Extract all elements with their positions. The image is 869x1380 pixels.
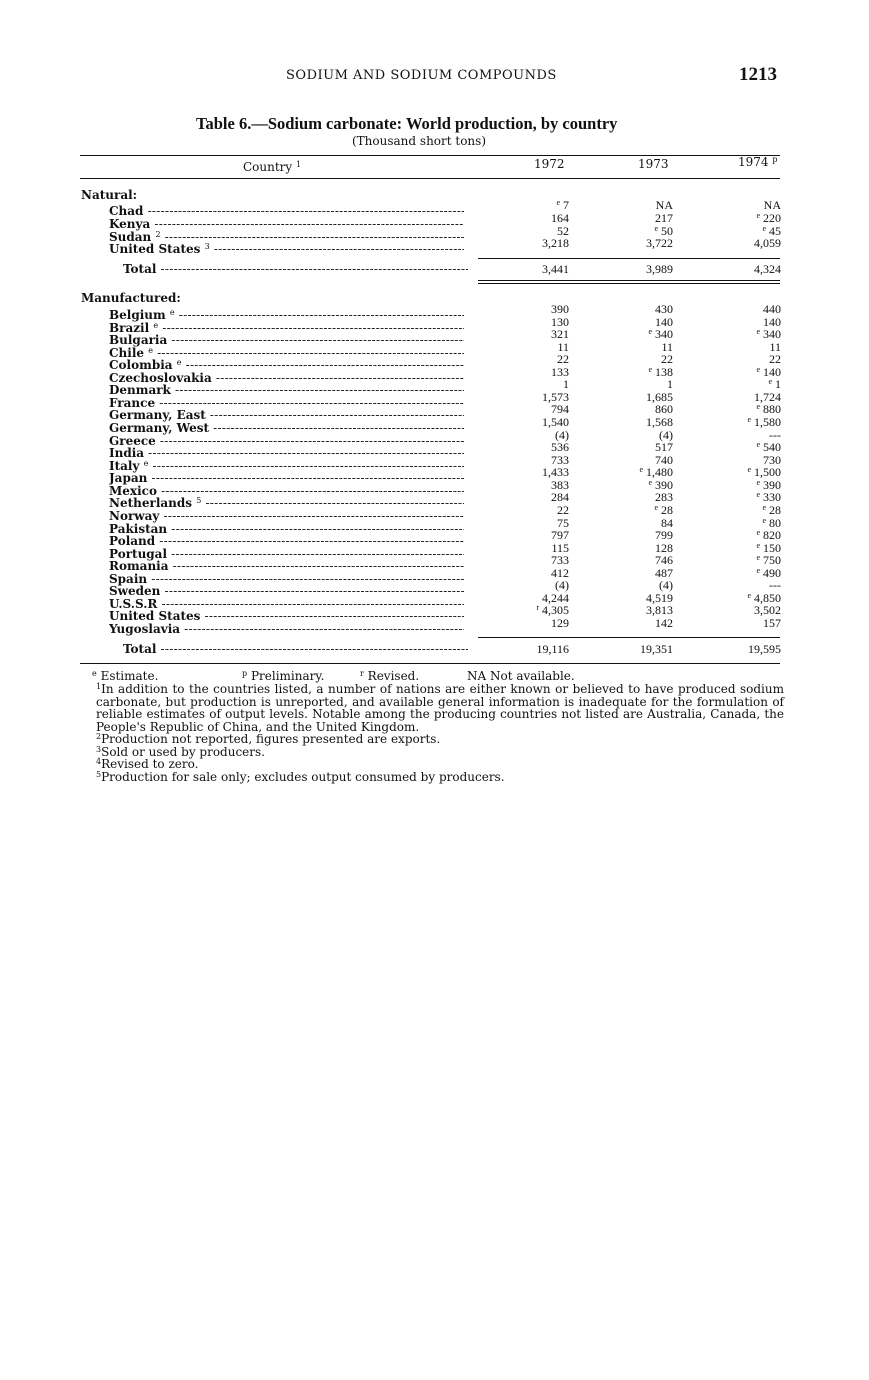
section-manufactured: Manufactured: <box>81 291 181 305</box>
value-1974-value: 750 <box>763 553 781 568</box>
table-title: Table 6.—Sodium carbonate: World production, by country <box>196 114 618 133</box>
value-1972-value: 1 <box>563 377 569 392</box>
value-1974-mark: e <box>762 515 766 525</box>
value-1973-value: 22 <box>661 352 673 367</box>
country-name-text: Yugoslavia <box>109 623 181 636</box>
column-header-1972: 1972 <box>534 157 565 171</box>
value-1974-value: 220 <box>763 210 781 225</box>
legend-preliminary <box>242 670 324 683</box>
country-footnote-mark: e <box>148 346 153 355</box>
value-1972-value: 390 <box>551 302 569 316</box>
footnote-mark: 5 <box>96 769 102 779</box>
value-1972-value: (4) <box>555 427 569 442</box>
country-name-text: United States <box>109 610 201 624</box>
value-1973-mark: e <box>654 223 658 233</box>
value-1972-value: 164 <box>551 210 569 225</box>
legend-estimate-text: Estimate. <box>100 669 159 683</box>
value-1972-mark: e <box>556 198 560 207</box>
value-1974-mark: e <box>756 490 760 500</box>
value-1973-value: 3,813 <box>646 603 673 618</box>
value-1972-value: 129 <box>551 616 569 630</box>
country-name-text: Chile <box>109 346 145 360</box>
country-name-text: Chad <box>109 205 144 218</box>
country-name-text: Bulgaria <box>109 334 168 348</box>
value-1972-value: 130 <box>551 314 569 329</box>
table-row <box>0 415 869 436</box>
footnote-list <box>84 683 784 783</box>
value-1972-value: 1,540 <box>542 415 569 430</box>
value-1973-value: 50 <box>661 223 673 238</box>
country-name-text: Norway <box>109 509 160 523</box>
value-1973-value: 217 <box>655 210 673 225</box>
value-1973-value: 138 <box>655 364 673 379</box>
value-1973-value: 140 <box>655 314 673 329</box>
value-1972-value: 4,305 <box>542 603 569 618</box>
value-1974-mark: e <box>756 540 760 550</box>
value-1973-value: 340 <box>655 327 673 342</box>
value-1973-value: 799 <box>655 528 673 543</box>
total-row <box>0 263 869 276</box>
value-1972-value: 22 <box>557 502 569 517</box>
value-1973-value: 1,685 <box>646 389 673 404</box>
value-1974-value: 340 <box>763 327 781 342</box>
value-1973-mark: e <box>648 477 652 487</box>
country-footnote-mark: 3 <box>204 243 210 252</box>
value-1974-value: 45 <box>769 223 781 238</box>
value-1974-value: 730 <box>763 452 781 467</box>
value-1974-mark: e <box>756 477 760 487</box>
country-footnote-mark: e <box>176 359 182 368</box>
value-1974-value: NA <box>763 198 781 212</box>
country-name-text: Pakistan <box>109 522 168 536</box>
column-header-country <box>243 160 301 174</box>
value-1974-mark: e <box>756 528 760 538</box>
value-1973-mark: e <box>654 502 658 512</box>
value-1973-value: 84 <box>661 515 673 530</box>
value-1973-value: 11 <box>661 339 673 354</box>
value-1974-mark: e <box>762 223 766 233</box>
value-1974-value: --- <box>769 427 781 442</box>
value-1974-value: --- <box>769 578 781 593</box>
value-1974-value: 1,500 <box>754 465 781 480</box>
value-1974-value: 1,580 <box>754 415 781 430</box>
total-label-text: Total <box>123 643 157 656</box>
column-header-1973: 1973 <box>638 157 669 171</box>
value-1974-mark: e <box>756 327 760 337</box>
footnotes <box>84 670 784 783</box>
column-header-country-label: Country <box>243 160 293 174</box>
country-name-text: Belgium <box>109 309 166 322</box>
footnote-text: Revised to zero. <box>101 757 199 771</box>
value-1974-mark: e <box>747 465 751 475</box>
value-1974-value: 820 <box>763 528 781 543</box>
value-1973-value: 860 <box>655 402 673 417</box>
country-footnote-mark: e <box>153 321 159 330</box>
value-1973-value: 142 <box>655 616 673 630</box>
value-1974-mark: e <box>768 377 772 387</box>
footnote-mark: 1 <box>96 682 102 691</box>
value-1972-value: 1,573 <box>542 389 569 404</box>
value-1974-value: 540 <box>763 440 781 455</box>
value-1972-value: (4) <box>555 578 569 593</box>
country-name <box>109 243 464 256</box>
footnote-mark: 3 <box>96 744 102 754</box>
value-1974-value: 80 <box>769 515 781 530</box>
value-1974-mark: e <box>756 364 760 374</box>
country-name-text: Spain <box>109 572 148 586</box>
page-number: 1213 <box>739 64 777 85</box>
value-1972-value: 284 <box>551 490 569 505</box>
value-1974-value: 4,059 <box>754 236 781 251</box>
value-1972-value: 797 <box>551 528 569 543</box>
total-label-text: Total <box>123 263 157 276</box>
footnote-5 <box>84 771 784 784</box>
footnote-mark: 4 <box>96 757 102 766</box>
value-1974-mark: e <box>756 553 760 563</box>
value-1973-value: 28 <box>661 502 673 517</box>
value-1972-value: 4,244 <box>542 590 569 605</box>
country-name-text: Italy <box>109 459 140 473</box>
footnote-text: Production for sale only; excludes output consumed by producers. <box>101 769 505 784</box>
country-footnote-mark: e <box>169 309 175 317</box>
column-header-1974 <box>738 155 778 169</box>
value-1973-value: 390 <box>655 477 673 492</box>
country-name-text: France <box>109 396 156 410</box>
value-1973-value: 487 <box>655 565 673 580</box>
country-name-text: India <box>109 447 145 461</box>
value-1974 <box>754 237 781 250</box>
country-name-text: Sweden <box>109 585 161 599</box>
value-1972 <box>542 237 569 250</box>
footnote-legend <box>92 670 784 683</box>
value-1972-value: 321 <box>551 327 569 342</box>
country-name <box>109 623 464 636</box>
value-1973-value: 3,722 <box>646 236 673 251</box>
value-1972-value: 52 <box>557 223 569 238</box>
table-row <box>0 236 869 257</box>
total-1973-value: 3,989 <box>646 262 673 276</box>
section-natural: Natural: <box>81 188 138 202</box>
legend-estimate-mark: e <box>92 669 97 678</box>
value-1974-value: 157 <box>763 616 781 630</box>
value-1974-value: 140 <box>763 314 781 329</box>
value-1974-value: 150 <box>763 540 781 555</box>
value-1974-mark: e <box>756 210 760 220</box>
value-1973-value: 128 <box>655 540 673 555</box>
value-1972-mark: r <box>536 603 539 613</box>
total-1974-value: 4,324 <box>754 262 781 276</box>
value-1974-value: 4,850 <box>754 590 781 605</box>
value-1973-mark: e <box>639 465 643 475</box>
total-1974 <box>754 263 781 276</box>
value-1972-value: 133 <box>551 364 569 379</box>
total-1972 <box>542 263 569 276</box>
value-1974-value: 28 <box>769 502 781 517</box>
total-1973 <box>640 643 673 656</box>
value-1974-value: 22 <box>769 352 781 367</box>
value-1973-value: 746 <box>655 553 673 568</box>
country-name-text: Romania <box>109 560 169 574</box>
value-1972-value: 75 <box>557 515 569 530</box>
value-1972-value: 115 <box>551 540 569 555</box>
value-1974-mark: e <box>756 440 760 450</box>
value-1972 <box>551 617 569 630</box>
country-name-text: Colombia <box>109 359 173 373</box>
natural-subtotal-rule <box>478 258 780 259</box>
value-1972-value: 733 <box>551 452 569 467</box>
value-1973-value: NA <box>655 198 673 212</box>
value-1972-value: 7 <box>563 198 569 212</box>
value-1974-value: 880 <box>763 402 781 417</box>
total-row <box>0 643 869 656</box>
country-name-text: United States <box>109 243 201 257</box>
value-1974-mark: e <box>756 565 760 575</box>
value-1972-value: 3,218 <box>542 236 569 251</box>
legend-preliminary-mark: p <box>242 669 248 678</box>
value-1974 <box>763 617 781 630</box>
value-1973-value: (4) <box>659 427 673 442</box>
country-name-text: Kenya <box>109 217 151 231</box>
value-1973-mark: e <box>648 327 652 337</box>
total-1974 <box>748 643 781 656</box>
value-1973-value: 1,480 <box>646 465 673 480</box>
column-header-1974-label: 1974 <box>738 155 769 169</box>
running-head: SODIUM AND SODIUM COMPOUNDS <box>286 68 557 83</box>
table-row <box>0 565 869 586</box>
country-name-text: Brazil <box>109 321 150 335</box>
value-1972-value: 11 <box>557 339 569 354</box>
legend-revised-mark: r <box>360 669 364 678</box>
value-1972-value: 22 <box>557 352 569 367</box>
country-footnote-mark: 2 <box>155 230 161 239</box>
total-label <box>123 263 468 276</box>
value-1972-value: 383 <box>551 477 569 492</box>
country-name-text: Sudan <box>109 230 152 244</box>
country-name-text: Germany, West <box>109 422 210 436</box>
value-1974-value: 3,502 <box>754 603 781 618</box>
value-1974-value: 140 <box>763 364 781 379</box>
value-1973-value: 283 <box>655 490 673 505</box>
legend-not-available: NA Not available. <box>467 669 575 683</box>
country-name-text: Denmark <box>109 384 171 398</box>
legend-preliminary-text: Preliminary. <box>250 669 325 683</box>
table-subtitle: (Thousand short tons) <box>352 134 487 148</box>
value-1974-mark: e <box>762 502 766 512</box>
value-1972-value: 412 <box>551 565 569 580</box>
total-label <box>123 643 468 656</box>
footnote-mark: 2 <box>96 732 102 741</box>
country-name-text: Japan <box>109 472 148 486</box>
legend-estimate <box>92 670 158 683</box>
value-1973-value: 4,519 <box>646 590 673 605</box>
country-footnote-mark: e <box>143 459 149 468</box>
manufactured-subtotal-rule <box>478 637 780 638</box>
value-1973 <box>646 237 673 250</box>
footnote-text: Sold or used by producers. <box>101 744 265 759</box>
country-name-text: Poland <box>109 535 156 549</box>
value-1973-value: 740 <box>655 452 673 467</box>
value-1973-mark: e <box>648 364 652 374</box>
value-1973-value: 1,568 <box>646 415 673 430</box>
table-row <box>0 616 869 636</box>
country-name-text: Netherlands <box>109 497 193 511</box>
table-bottom-rule <box>80 663 780 664</box>
total-1973 <box>646 263 673 276</box>
country-name-text: Germany, East <box>109 409 206 423</box>
column-header-1974-note: p <box>772 155 778 164</box>
footnote-1 <box>84 683 784 733</box>
value-1974-value: 330 <box>763 490 781 505</box>
country-footnote-mark: 5 <box>196 497 202 506</box>
country-name-text: U.S.S.R <box>109 597 158 611</box>
value-1974-value: 1,724 <box>754 389 781 404</box>
value-1974-value: 1 <box>775 377 781 392</box>
value-1973 <box>655 617 673 630</box>
natural-total-rule-2 <box>478 283 780 284</box>
value-1972-value: 536 <box>551 440 569 455</box>
legend-revised <box>360 670 419 683</box>
value-1974-mark: e <box>756 402 760 412</box>
header-bottom-rule <box>80 178 780 179</box>
value-1974-value: 440 <box>763 302 781 316</box>
legend-revised-text: Revised. <box>367 669 420 683</box>
table-top-rule <box>80 155 780 156</box>
value-1974-value: 490 <box>763 565 781 580</box>
column-header-country-note: 1 <box>296 160 302 169</box>
table-row <box>0 364 869 385</box>
value-1973-value: 517 <box>655 440 673 455</box>
value-1974-mark: e <box>747 590 751 600</box>
value-1974-mark: e <box>747 415 751 425</box>
country-name-text: Czechoslovakia <box>109 371 212 385</box>
value-1973-value: 1 <box>667 377 673 392</box>
value-1974-value: 11 <box>769 339 781 354</box>
country-name-text: Portugal <box>109 547 168 561</box>
natural-total-rule-1 <box>478 280 780 281</box>
total-1972-value: 3,441 <box>542 262 569 276</box>
total-1972-value: 19,116 <box>536 642 569 656</box>
country-name-text: Mexico <box>109 484 157 498</box>
footnote-text: In addition to the countries listed, a number of nations are either known or believed to have produced sodium carbonate, but production is unreported, and available general information is inadequate for the formulation of reliable estimates of output levels. Notable among the producing countries not listed are Australia, Canada, the People's Republic of China, and the United Kingdom. <box>96 682 784 734</box>
value-1974-value: 390 <box>763 477 781 492</box>
value-1972-value: 1,433 <box>542 465 569 480</box>
value-1972-value: 794 <box>551 402 569 417</box>
country-name-text: Greece <box>109 434 156 448</box>
total-1974-value: 19,595 <box>748 642 781 656</box>
total-1972 <box>536 643 569 656</box>
total-1973-value: 19,351 <box>640 642 673 656</box>
value-1972-value: 733 <box>551 553 569 568</box>
value-1973-value: (4) <box>659 578 673 593</box>
footnote-text: Production not reported, figures presented are exports. <box>101 732 441 746</box>
value-1973-value: 430 <box>655 302 673 316</box>
